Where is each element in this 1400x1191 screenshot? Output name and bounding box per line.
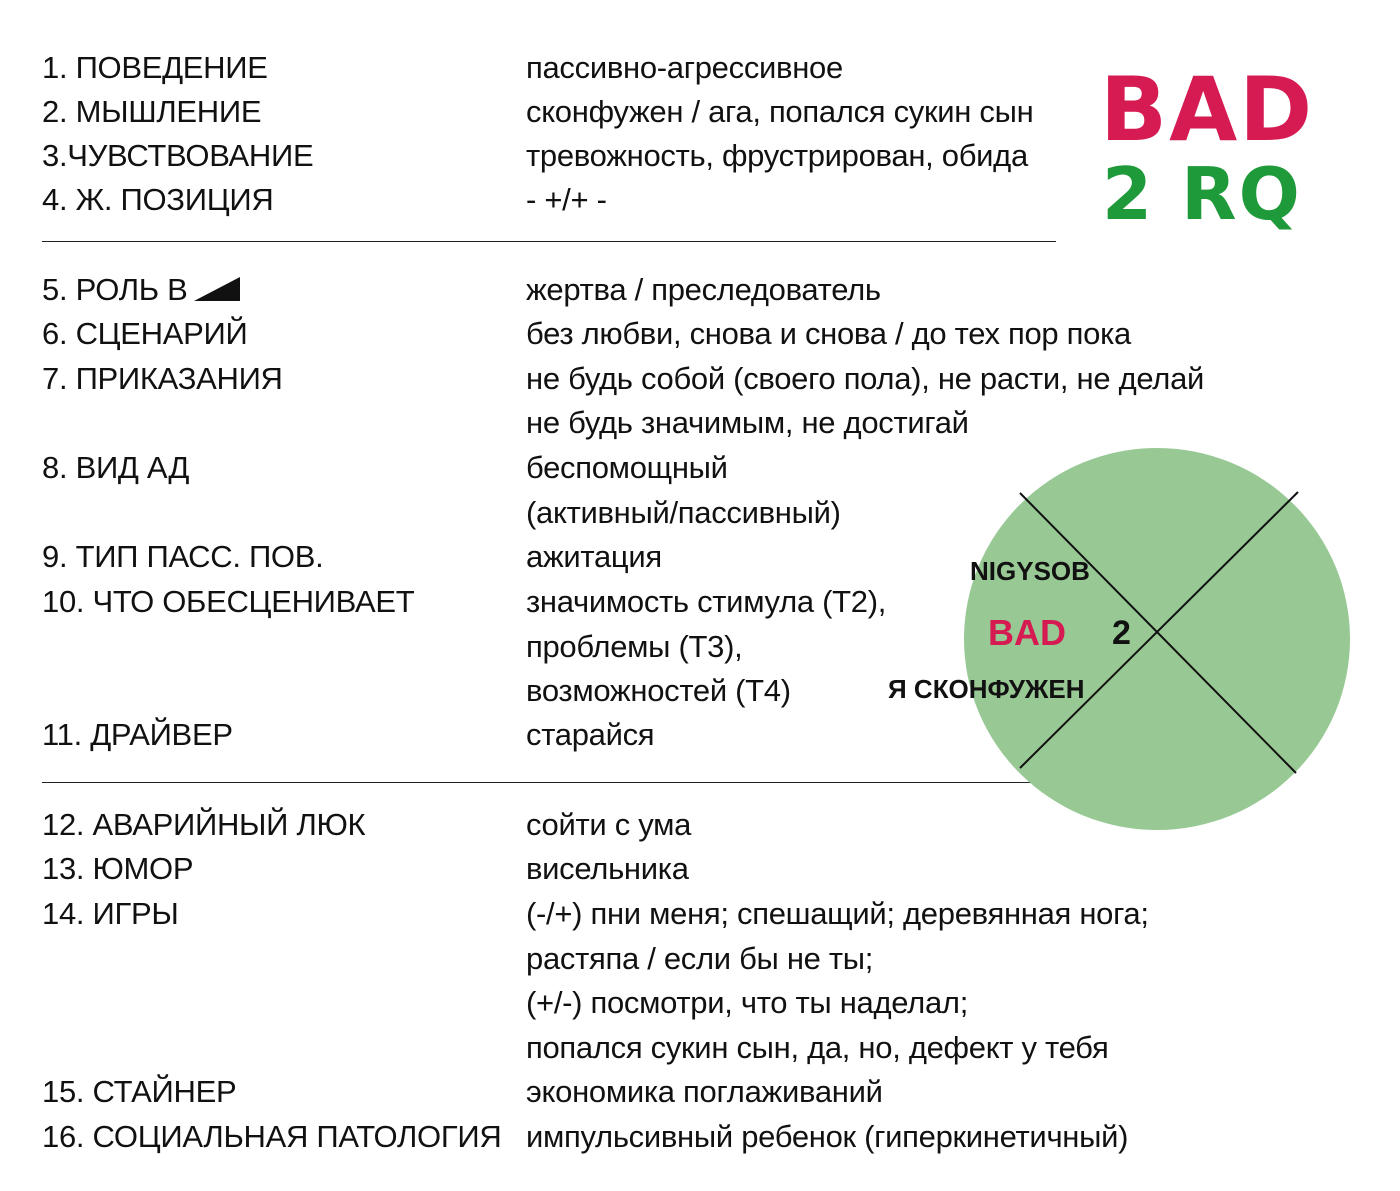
item-value: без любви, снова и снова / до тех пор пока [526, 316, 1131, 351]
logo-bad: BAD [1100, 58, 1315, 161]
item-row [42, 134, 1028, 178]
item-row [42, 178, 607, 222]
logo-2rq: 2 RQ [1102, 152, 1302, 236]
item-label: 15. СТАЙНЕР [42, 1074, 237, 1109]
item-label: 5. РОЛЬ В [42, 272, 188, 307]
item-value-continuation: попался сукин сын, да, но, дефект у тебя [526, 1030, 1109, 1065]
item-value-continuation: растяпа / если бы не ты; [526, 941, 874, 976]
triangle-icon [194, 277, 240, 301]
item-label: 16. СОЦИАЛЬНАЯ ПАТОЛОГИЯ [42, 1119, 502, 1154]
item-value: беспомощный [526, 450, 728, 485]
item-value-continuation: не будь значимым, не достигай [526, 405, 969, 440]
item-row [42, 446, 728, 490]
item-value-continuation: проблемы (Т3), [526, 629, 743, 664]
item-label: 10. ЧТО ОБЕСЦЕНИВАЕТ [42, 584, 415, 619]
diagram-bottom-label: Я СКОНФУЖЕН [888, 674, 1085, 704]
item-value: пассивно-агрессивное [526, 50, 843, 85]
item-value: значимость стимула (Т2), [526, 584, 887, 619]
section-divider [42, 241, 1056, 242]
item-row [42, 892, 1149, 936]
item-label: 8. ВИД АД [42, 450, 190, 485]
item-value-continuation: возможностей (Т4) [526, 673, 791, 708]
item-value: ажитация [526, 539, 662, 574]
item-row [42, 535, 662, 579]
item-value: старайся [526, 717, 655, 752]
item-value: жертва / преследователь [526, 272, 881, 307]
item-label: 3.ЧУВСТВОВАНИЕ [42, 138, 314, 173]
item-value: сконфужен / ага, попался сукин сын [526, 94, 1034, 129]
item-row [42, 46, 843, 90]
item-label: 6. СЦЕНАРИЙ [42, 316, 248, 351]
section-divider [42, 782, 1034, 783]
diagram-center-number: 2 [1112, 614, 1131, 652]
item-row [42, 268, 881, 312]
item-label: 1. ПОВЕДЕНИЕ [42, 50, 268, 85]
item-row [42, 580, 887, 624]
item-label: 9. ТИП ПАСС. ПОВ. [42, 539, 324, 574]
item-label: 7. ПРИКАЗАНИЯ [42, 361, 283, 396]
item-label: 2. МЫШЛЕНИЕ [42, 94, 262, 129]
item-value: - +/+ - [526, 182, 607, 217]
diagram-top-label: NIGYSOB [970, 556, 1090, 586]
item-value: висельника [526, 851, 689, 886]
item-value: сойти с ума [526, 807, 692, 842]
item-row [42, 847, 689, 891]
item-row [42, 90, 1034, 134]
item-row [42, 803, 692, 847]
item-label: 12. АВАРИЙНЫЙ ЛЮК [42, 807, 366, 842]
item-row [42, 713, 655, 757]
item-label: 4. Ж. ПОЗИЦИЯ [42, 182, 274, 217]
item-row [42, 1070, 883, 1114]
item-row [42, 312, 1131, 356]
item-value: тревожность, фрустрирован, обида [526, 138, 1028, 173]
item-value: экономика поглаживаний [526, 1074, 883, 1109]
item-value: не будь собой (своего пола), не расти, не делай [526, 361, 1205, 396]
item-value: (-/+) пни меня; спешащий; деревянная нога; [526, 896, 1149, 931]
item-value: импульсивный ребенок (гиперкинетичный) [526, 1119, 1129, 1154]
item-label: 11. ДРАЙВЕР [42, 717, 233, 752]
item-row [42, 1115, 1129, 1159]
item-value-continuation: (активный/пассивный) [526, 495, 841, 530]
diagram-center-label: BAD [988, 612, 1066, 653]
item-row [42, 357, 1205, 401]
item-label: 14. ИГРЫ [42, 896, 179, 931]
item-label: 13. ЮМОР [42, 851, 194, 886]
item-value-continuation: (+/-) посмотри, что ты наделал; [526, 985, 969, 1020]
